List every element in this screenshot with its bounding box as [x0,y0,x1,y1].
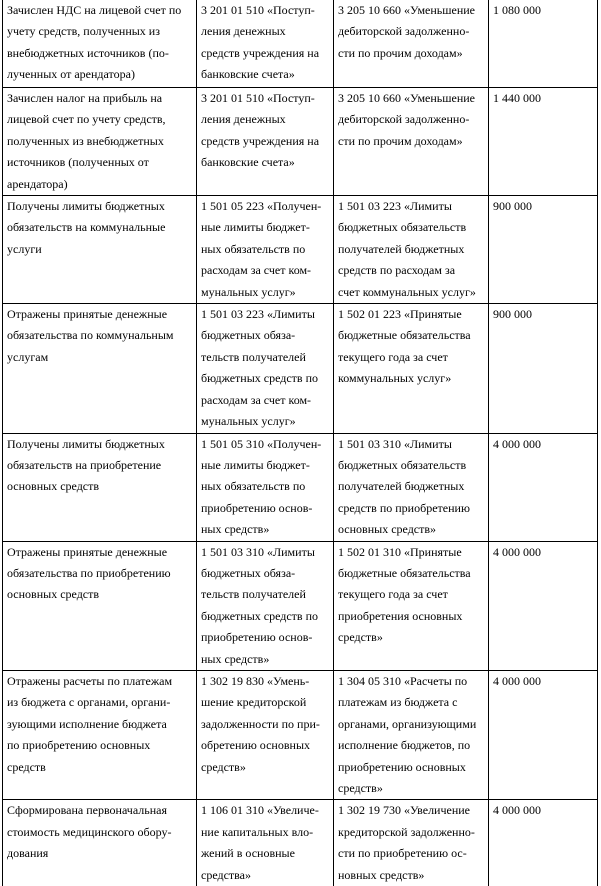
amount-cell: 4 000 000 [489,433,598,541]
table-row [3,670,598,799]
debit-account-cell: 1 501 05 223 «Получен- ные лимиты бюджет- ных обязательств по расходам за счет ком- мунальных услуг» [197,196,334,304]
credit-account-cell: 1 501 03 310 «Лимиты бюджетных обязательств получателей бюджетных средств по приобретению основных средств» [334,433,489,541]
table-row [3,541,598,670]
credit-account-cell: 1 501 03 223 «Лимиты бюджетных обязательств получателей бюджетных средств по расходам за счет коммунальных услуг» [334,196,489,304]
debit-account-cell: 1 106 01 310 «Увеличе- ние капитальных вло- жений в основные средства» [197,800,334,886]
operation-cell: Зачислен налог на прибыль на лицевой счет по учету средств, полученных из внебюджетных источников (полученных от арендатора) [3,88,197,196]
credit-account-cell: 1 304 05 310 «Расчеты по платежам из бюджета с органами, организующими исполнение бюджетов, по приобретению основных средств» [334,670,489,799]
table-row [3,304,598,433]
debit-account-cell: 1 501 03 223 «Лимиты бюджетных обяза- тельств получателей бюджетных средств по расходам за счет ком- мунальных услуг» [197,304,334,433]
operation-cell: Сформирована первоначальная стоимость медицинского обору- дования [3,800,197,886]
credit-account-cell: 3 205 10 660 «Уменьшение дебиторской задолженно- сти по прочим доходам» [334,0,489,88]
operation-cell: Отражены принятые денежные обязательства по коммунальным услугам [3,304,197,433]
debit-account-cell: 1 501 03 310 «Лимиты бюджетных обяза- тельств получателей бюджетных средств по приобретению основ- ных средств» [197,541,334,670]
table-row [3,800,598,886]
operation-cell: Зачислен НДС на лицевой счет по учету средств, полученных из внебюджетных источников (по- лученных от арендатора) [3,0,197,88]
debit-account-cell: 3 201 01 510 «Поступ- ления денежных средств учреждения на банковские счета» [197,88,334,196]
debit-account-cell: 1 302 19 830 «Умень- шение кредиторской задолженности по при- обретению основных средств» [197,670,334,799]
operation-cell: Получены лимиты бюджетных обязательств на коммунальные услуги [3,196,197,304]
amount-cell: 1 440 000 [489,88,598,196]
credit-account-cell: 1 302 19 730 «Увеличение кредиторской задолженно- сти по приобретению ос- новных средств» [334,800,489,886]
credit-account-cell: 1 502 01 310 «Принятые бюджетные обязательства текущего года за счет приобретения основных средств» [334,541,489,670]
table-row [3,88,598,196]
credit-account-cell: 3 205 10 660 «Уменьшение дебиторской задолженно- сти по прочим доходам» [334,88,489,196]
table-row [3,196,598,304]
table-row [3,433,598,541]
amount-cell: 4 000 000 [489,800,598,886]
amount-cell: 900 000 [489,196,598,304]
operation-cell: Получены лимиты бюджетных обязательств на приобретение основных средств [3,433,197,541]
table-row [3,0,598,88]
credit-account-cell: 1 502 01 223 «Принятые бюджетные обязательства текущего года за счет коммунальных услуг» [334,304,489,433]
debit-account-cell: 3 201 01 510 «Поступ- ления денежных средств учреждения на банковские счета» [197,0,334,88]
amount-cell: 4 000 000 [489,541,598,670]
accounting-entries-table [2,0,598,886]
operation-cell: Отражены принятые денежные обязательства по приобретению основных средств [3,541,197,670]
amount-cell: 4 000 000 [489,670,598,799]
amount-cell: 1 080 000 [489,0,598,88]
amount-cell: 900 000 [489,304,598,433]
debit-account-cell: 1 501 05 310 «Получен- ные лимиты бюджет- ных обязательств по приобретению основ- ных средств» [197,433,334,541]
operation-cell: Отражены расчеты по платежам из бюджета с органами, органи- зующими исполнение бюджета по приобретению основных средств [3,670,197,799]
